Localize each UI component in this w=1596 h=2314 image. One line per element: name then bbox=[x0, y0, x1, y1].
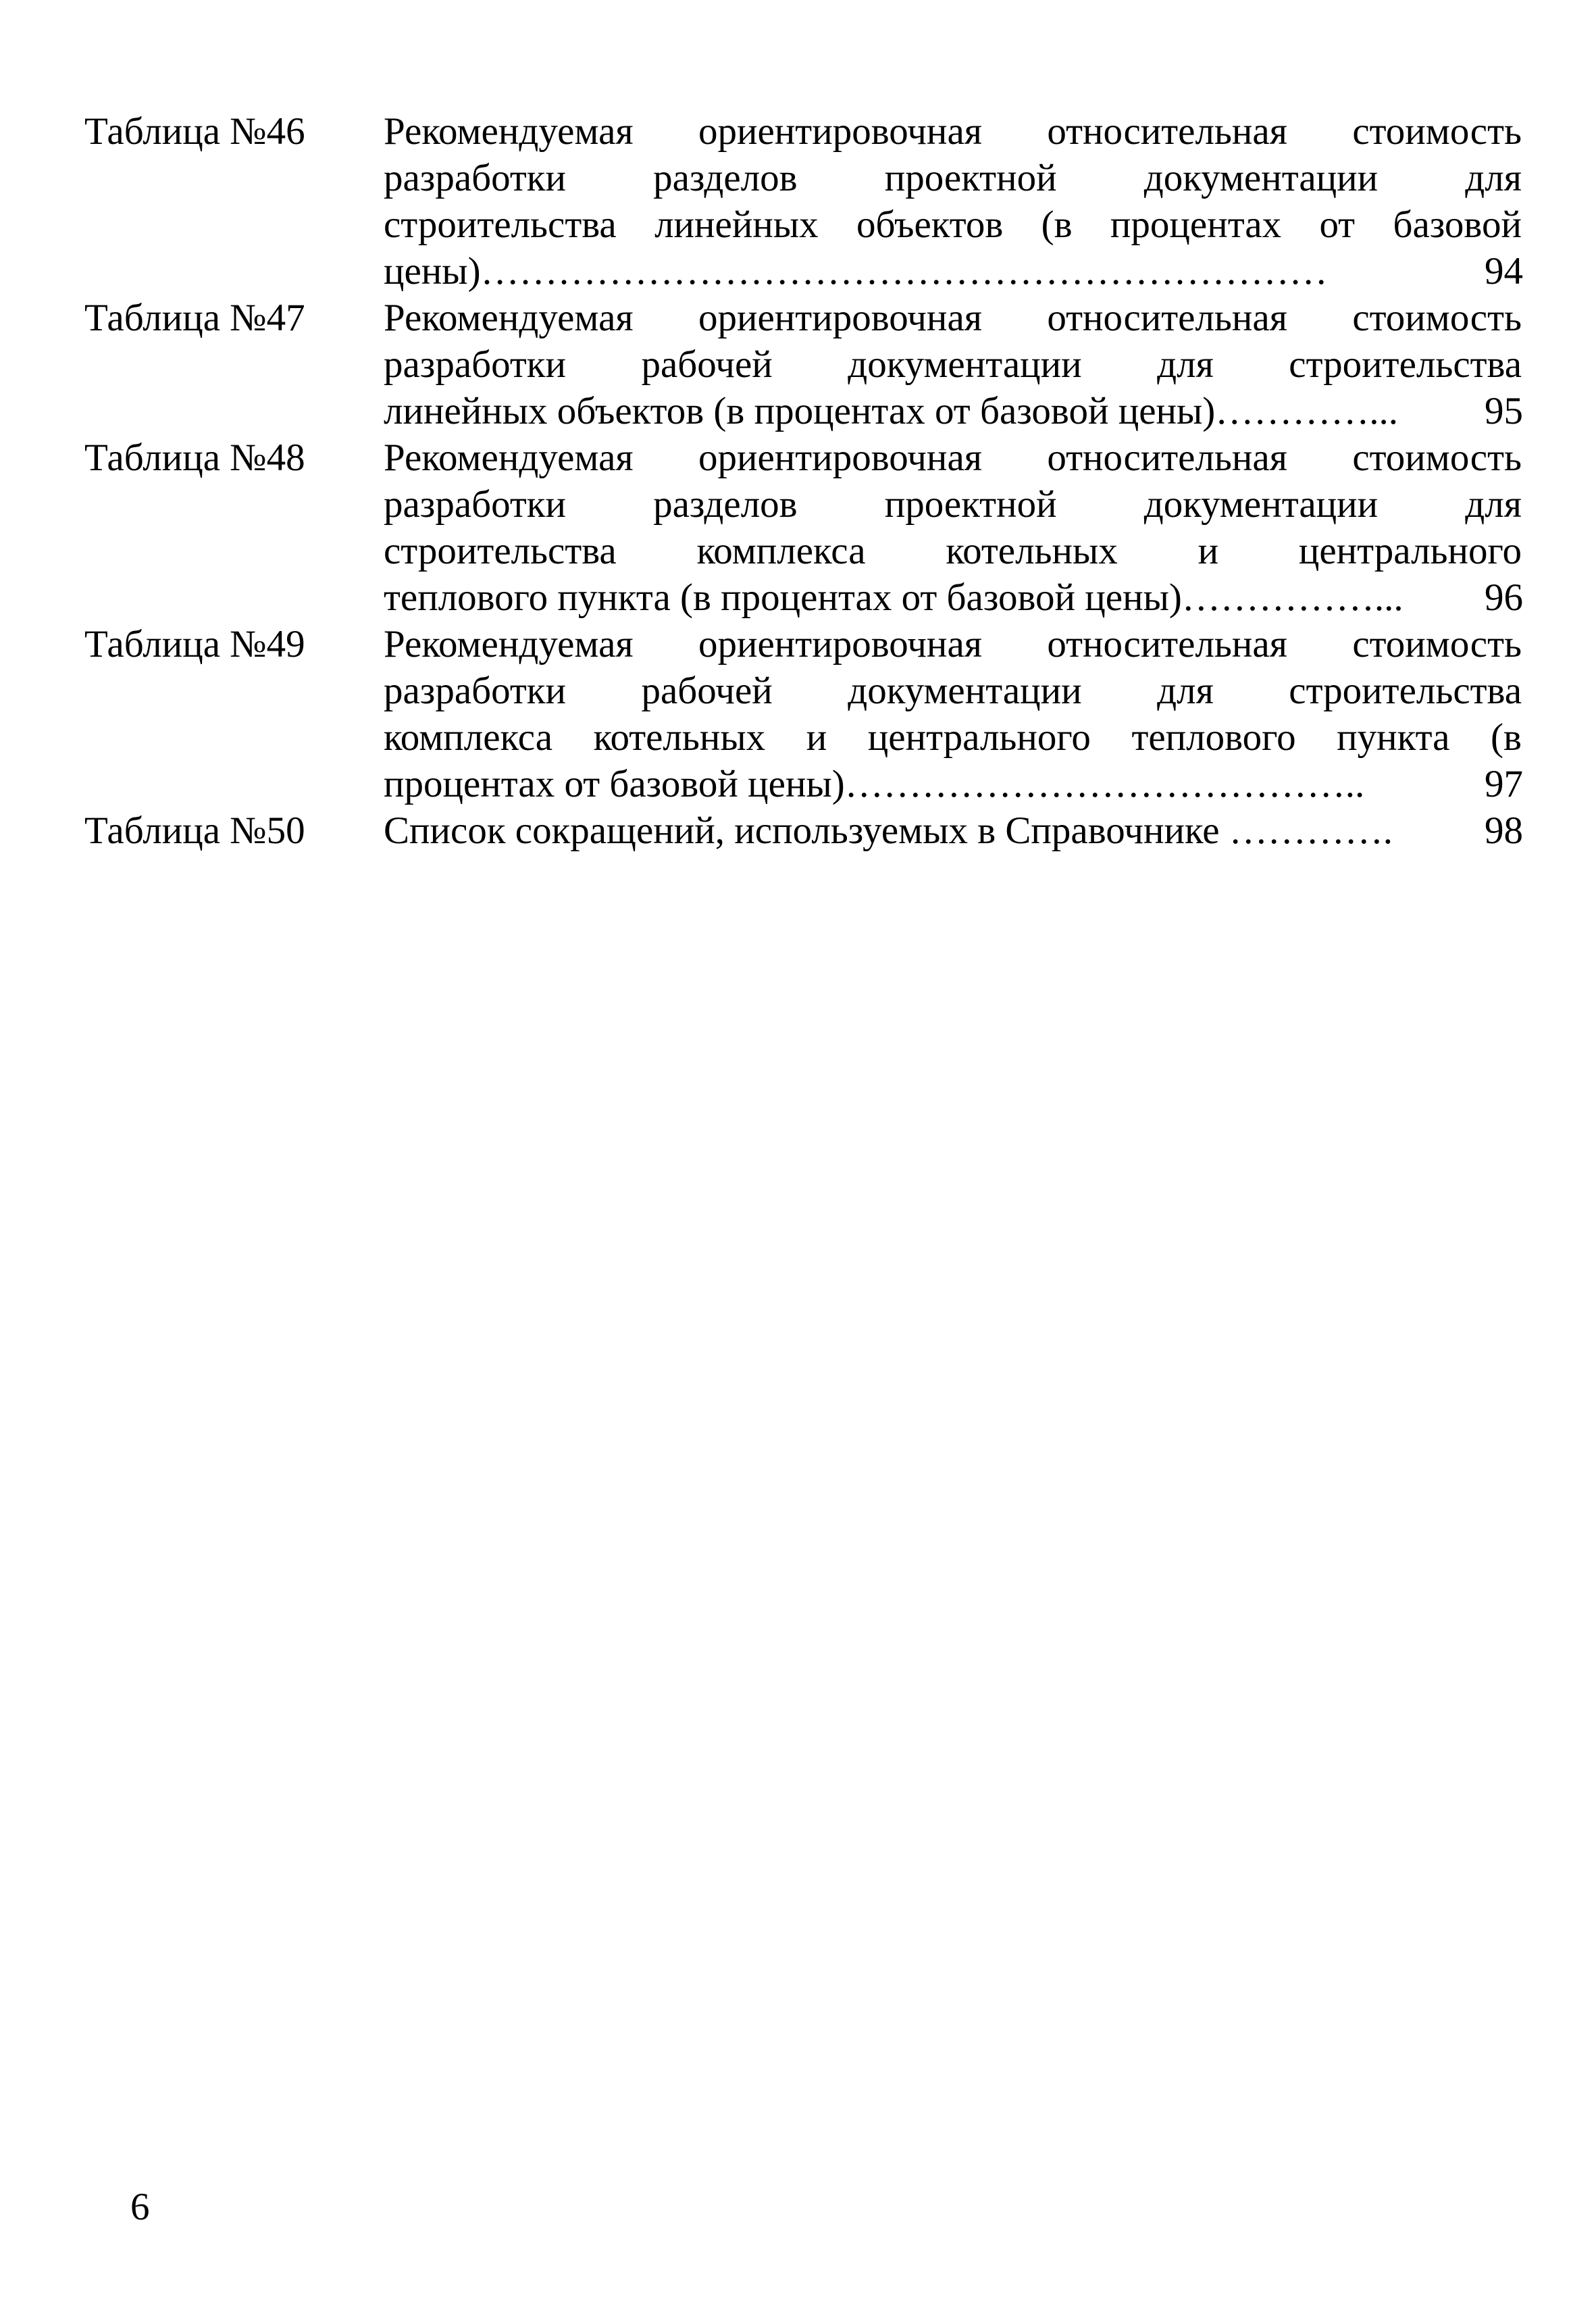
toc-title-line bbox=[384, 668, 1522, 714]
toc-entry-title bbox=[384, 434, 1522, 621]
toc-title-line bbox=[384, 155, 1522, 201]
toc-title-word: для bbox=[1157, 670, 1214, 712]
toc-title-word: рабочей bbox=[641, 343, 773, 386]
toc-title-last-line bbox=[84, 574, 1523, 621]
toc-title-word: разделов bbox=[653, 483, 798, 526]
toc-title-word: разработки bbox=[384, 483, 566, 526]
toc-entry-title bbox=[384, 807, 1522, 854]
toc-title-last-line bbox=[84, 761, 1523, 807]
toc-entry bbox=[84, 621, 1523, 807]
toc-title-line bbox=[384, 295, 1522, 341]
toc-title-last-text: теплового пункта (в процентах от базовой цены)……………... bbox=[384, 576, 1404, 619]
toc-title-word: строительства bbox=[384, 203, 617, 246]
toc-title-word: стоимость bbox=[1352, 436, 1522, 479]
toc-title-line bbox=[384, 714, 1522, 761]
toc-page-number: 94 bbox=[1485, 250, 1523, 293]
toc-title-word: документации bbox=[1143, 483, 1379, 526]
toc-title-word: документации bbox=[848, 670, 1082, 712]
toc-title-word: разделов bbox=[653, 157, 798, 199]
toc-title-word: от bbox=[1319, 203, 1356, 246]
toc-entry-title bbox=[384, 108, 1522, 295]
toc-title-word: разработки bbox=[384, 670, 566, 712]
toc-entry-label: Таблица №47 bbox=[84, 297, 305, 339]
toc-title-word: (в bbox=[1041, 203, 1073, 246]
toc-title-word: разработки bbox=[384, 343, 566, 386]
toc-title-word: Рекомендуемая bbox=[384, 623, 634, 665]
toc-title-line bbox=[384, 201, 1522, 248]
toc-page-number: 97 bbox=[1485, 763, 1523, 805]
toc-title-last-text: линейных объектов (в процентах от базовой цены)…………... bbox=[384, 390, 1399, 432]
toc-entry bbox=[84, 434, 1523, 621]
toc-entry-label: Таблица №49 bbox=[84, 623, 305, 665]
toc-title-word: стоимость bbox=[1352, 623, 1522, 665]
toc-title-word: для bbox=[1157, 343, 1214, 386]
toc-title-word: комплекса bbox=[384, 716, 553, 759]
toc-title-word: Рекомендуемая bbox=[384, 110, 634, 153]
toc-title-word: объектов bbox=[856, 203, 1004, 246]
toc-title-line bbox=[384, 434, 1522, 481]
toc-title-last-text: цены)………………………………………………………… bbox=[384, 250, 1328, 293]
toc-title-word: относительная bbox=[1047, 436, 1287, 479]
toc-title-word: строительства bbox=[384, 530, 617, 572]
toc-title-last-line bbox=[84, 807, 1523, 854]
toc-entry-label: Таблица №50 bbox=[84, 809, 305, 852]
toc-title-word: ориентировочная bbox=[698, 110, 982, 153]
toc-page-number: 96 bbox=[1485, 576, 1523, 619]
toc-title-line bbox=[384, 108, 1522, 155]
toc-title-word: пункта bbox=[1337, 716, 1450, 759]
toc-title-word: ориентировочная bbox=[698, 297, 982, 339]
toc-title-word: рабочей bbox=[641, 670, 773, 712]
toc-title-last-text: процентах от базовой цены)………………………………….. bbox=[384, 763, 1365, 805]
toc-entry-label: Таблица №48 bbox=[84, 436, 305, 479]
toc-title-word: котельных bbox=[946, 530, 1118, 572]
toc-title-word: разработки bbox=[384, 157, 566, 199]
toc-title-word: проектной bbox=[884, 157, 1057, 199]
toc-title-word: Рекомендуемая bbox=[384, 297, 634, 339]
toc-entry bbox=[84, 295, 1523, 434]
toc-title-last-line bbox=[84, 388, 1523, 434]
toc-title-line bbox=[384, 481, 1522, 528]
toc-title-last-text: Список сокращений, используемых в Справочнике …………. bbox=[384, 809, 1393, 852]
toc-title-word: документации bbox=[848, 343, 1082, 386]
toc-title-word: котельных bbox=[593, 716, 766, 759]
toc-title-word: документации bbox=[1143, 157, 1379, 199]
toc-title-word: Рекомендуемая bbox=[384, 436, 634, 479]
toc-entry bbox=[84, 807, 1523, 854]
toc-title-word: (в bbox=[1491, 716, 1522, 759]
toc-title-word: стоимость bbox=[1352, 297, 1522, 339]
toc-entry bbox=[84, 108, 1523, 295]
toc-title-word: комплекса bbox=[696, 530, 866, 572]
toc-title-word: относительная bbox=[1047, 623, 1287, 665]
toc-title-word: относительная bbox=[1047, 297, 1287, 339]
toc-title-line bbox=[384, 528, 1522, 574]
page-number: 6 bbox=[130, 2186, 150, 2228]
toc-title-word: теплового bbox=[1131, 716, 1296, 759]
toc-title-word: и bbox=[806, 716, 827, 759]
toc-entry-title bbox=[384, 295, 1522, 434]
toc-entry-title bbox=[384, 621, 1522, 807]
toc-title-word: относительная bbox=[1047, 110, 1287, 153]
toc-title-word: проектной bbox=[884, 483, 1057, 526]
toc-title-word: базовой bbox=[1393, 203, 1522, 246]
toc-title-last-line bbox=[84, 248, 1523, 295]
toc-title-word: для bbox=[1465, 483, 1522, 526]
toc-title-word: процентах bbox=[1110, 203, 1282, 246]
toc-page-number: 95 bbox=[1485, 390, 1523, 432]
toc-title-word: для bbox=[1465, 157, 1522, 199]
toc-title-word: центрального bbox=[1298, 530, 1522, 572]
toc-title-word: строительства bbox=[1289, 343, 1522, 386]
toc-title-line bbox=[384, 621, 1522, 668]
toc-title-word: ориентировочная bbox=[698, 623, 982, 665]
toc-title-word: центрального bbox=[867, 716, 1091, 759]
toc-title-word: стоимость bbox=[1352, 110, 1522, 153]
toc-entry-label: Таблица №46 bbox=[84, 110, 305, 153]
toc-title-word: ориентировочная bbox=[698, 436, 982, 479]
toc-title-word: линейных bbox=[654, 203, 819, 246]
table-of-contents bbox=[84, 108, 1523, 854]
toc-title-line bbox=[384, 341, 1522, 388]
toc-page-number: 98 bbox=[1485, 809, 1523, 852]
toc-title-word: строительства bbox=[1289, 670, 1522, 712]
toc-title-word: и bbox=[1198, 530, 1219, 572]
